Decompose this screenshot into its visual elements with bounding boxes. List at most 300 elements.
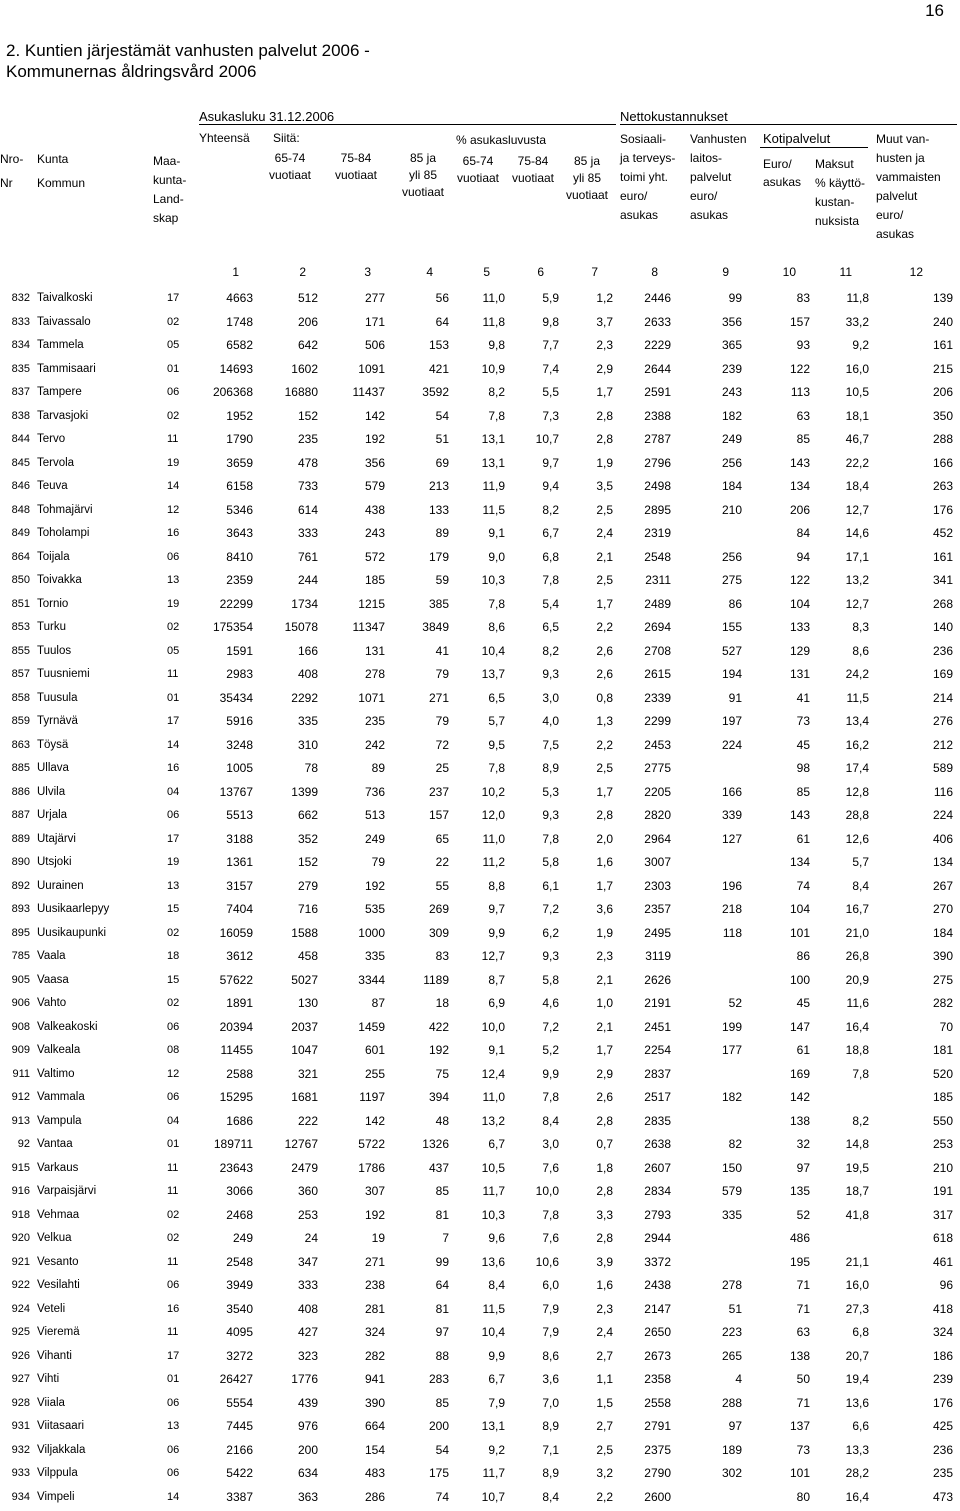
cell-maa: 06 bbox=[167, 1464, 179, 1482]
cell-p85: 2,8 bbox=[596, 407, 613, 425]
table-row bbox=[0, 806, 960, 830]
header-c65 bbox=[265, 150, 315, 184]
cell-c75: 11437 bbox=[353, 383, 385, 401]
header-maa-line: Maa- bbox=[153, 152, 186, 171]
cell-kunta: Teuva bbox=[37, 477, 68, 495]
cell-koti-maksut: 13,2 bbox=[846, 571, 869, 589]
cell-p65: 9,6 bbox=[488, 1229, 505, 1247]
cell-kunta: Taivassalo bbox=[37, 313, 91, 331]
header-population-group: Asukasluku 31.12.2006 bbox=[199, 110, 334, 124]
cell-kunta: Toivakka bbox=[37, 571, 82, 589]
table-row bbox=[0, 665, 960, 689]
cell-p75: 7,8 bbox=[542, 1088, 559, 1106]
cell-maa: 02 bbox=[167, 994, 179, 1012]
cell-yhteensa: 3387 bbox=[226, 1488, 253, 1506]
cell-muut: 210 bbox=[933, 1159, 953, 1177]
cell-c75: 154 bbox=[365, 1441, 385, 1459]
cell-koti-maksut: 16,4 bbox=[846, 1018, 869, 1036]
cell-koti-maksut: 12,8 bbox=[846, 783, 869, 801]
header-maa-line: skap bbox=[153, 209, 186, 228]
header-muut-line: euro/ bbox=[876, 206, 941, 225]
header-p65-line: 65-74 bbox=[453, 153, 503, 170]
cell-p65: 10,0 bbox=[482, 1018, 505, 1036]
cell-kunta: Vesilahti bbox=[37, 1276, 80, 1294]
cell-p75: 3,0 bbox=[542, 1135, 559, 1153]
cell-p65: 9,1 bbox=[488, 524, 505, 542]
table-row bbox=[0, 853, 960, 877]
cell-c75: 572 bbox=[365, 548, 385, 566]
cell-koti-euro: 143 bbox=[790, 806, 810, 824]
cell-nro: 892 bbox=[0, 877, 30, 895]
column-number: 9 bbox=[699, 265, 729, 279]
cell-p75: 5,3 bbox=[542, 783, 559, 801]
cell-c85: 3849 bbox=[422, 618, 449, 636]
cell-maa: 02 bbox=[167, 924, 179, 942]
cell-p85: 2,6 bbox=[596, 642, 613, 660]
cell-p65: 8,7 bbox=[488, 971, 505, 989]
cell-koti-maksut: 17,1 bbox=[846, 548, 869, 566]
cell-sos: 2607 bbox=[644, 1159, 671, 1177]
table-row bbox=[0, 1300, 960, 1324]
cell-yhteensa: 5554 bbox=[226, 1394, 253, 1412]
cell-p75: 8,2 bbox=[542, 501, 559, 519]
cell-sos: 3372 bbox=[644, 1253, 671, 1271]
cell-kunta: Tuusula bbox=[37, 689, 78, 707]
cell-p65: 9,8 bbox=[488, 336, 505, 354]
cell-vanh: 4 bbox=[735, 1370, 742, 1388]
cell-muut: 317 bbox=[933, 1206, 953, 1224]
cell-p65: 10,2 bbox=[482, 783, 505, 801]
cell-maa: 02 bbox=[167, 313, 179, 331]
table-row bbox=[0, 1135, 960, 1159]
cell-kunta: Uusikaarlepyy bbox=[37, 900, 109, 918]
cell-p85: 2,8 bbox=[596, 1182, 613, 1200]
cell-sos: 2319 bbox=[644, 524, 671, 542]
header-c85-line: yli 85 bbox=[398, 167, 448, 184]
cell-koti-euro: 122 bbox=[790, 360, 810, 378]
cell-kunta: Vimpeli bbox=[37, 1488, 75, 1506]
header-nro bbox=[0, 152, 23, 190]
cell-c65: 716 bbox=[298, 900, 318, 918]
cell-p85: 2,5 bbox=[596, 571, 613, 589]
cell-p85: 2,3 bbox=[596, 947, 613, 965]
cell-c75: 1786 bbox=[358, 1159, 385, 1177]
table-row bbox=[0, 360, 960, 384]
cell-p75: 7,6 bbox=[542, 1159, 559, 1177]
cell-maa: 02 bbox=[167, 407, 179, 425]
cell-yhteensa: 57622 bbox=[220, 971, 253, 989]
cell-maa: 06 bbox=[167, 548, 179, 566]
cell-p65: 12,4 bbox=[482, 1065, 505, 1083]
cell-muut: 282 bbox=[933, 994, 953, 1012]
cell-c85: 22 bbox=[436, 853, 449, 871]
header-vanh-line: laitos- bbox=[690, 149, 747, 168]
cell-koti-maksut: 28,2 bbox=[846, 1464, 869, 1482]
header-koti-group: Kotipalvelut bbox=[763, 132, 830, 146]
cell-c75: 307 bbox=[365, 1182, 385, 1200]
cell-p65: 11,9 bbox=[483, 477, 505, 495]
cell-yhteensa: 1591 bbox=[226, 642, 253, 660]
table-row bbox=[0, 1323, 960, 1347]
cell-maa: 06 bbox=[167, 1088, 179, 1106]
cell-sos: 2299 bbox=[644, 712, 671, 730]
cell-vanh: 223 bbox=[722, 1323, 742, 1341]
table-row bbox=[0, 642, 960, 666]
cell-kunta: Valkeala bbox=[37, 1041, 80, 1059]
cell-c65: 310 bbox=[298, 736, 318, 754]
cell-nro: 846 bbox=[0, 477, 30, 495]
header-c65-line: 65-74 bbox=[265, 150, 315, 167]
cell-maa: 16 bbox=[167, 1300, 179, 1318]
cell-yhteensa: 1748 bbox=[226, 313, 253, 331]
cell-koti-maksut: 18,8 bbox=[846, 1041, 869, 1059]
cell-koti-euro: 100 bbox=[790, 971, 810, 989]
cell-koti-euro: 142 bbox=[790, 1088, 810, 1106]
cell-kunta: Veteli bbox=[37, 1300, 65, 1318]
cell-c65: 1681 bbox=[291, 1088, 318, 1106]
cell-yhteensa: 2468 bbox=[226, 1206, 253, 1224]
cell-yhteensa: 35434 bbox=[220, 689, 253, 707]
cell-muut: 176 bbox=[933, 1394, 953, 1412]
cell-c85: 422 bbox=[429, 1018, 449, 1036]
cell-nro: 905 bbox=[0, 971, 30, 989]
cell-c75: 242 bbox=[365, 736, 385, 754]
cell-c65: 235 bbox=[298, 430, 318, 448]
cell-c85: 309 bbox=[429, 924, 449, 942]
cell-sos: 2895 bbox=[644, 501, 671, 519]
cell-c65: 78 bbox=[305, 759, 318, 777]
cell-koti-maksut: 8,3 bbox=[852, 618, 869, 636]
cell-c65: 976 bbox=[298, 1417, 318, 1435]
cell-p65: 9,5 bbox=[488, 736, 505, 754]
cell-p65: 7,8 bbox=[488, 595, 505, 613]
cell-p65: 11,0 bbox=[483, 289, 505, 307]
cell-p65: 11,5 bbox=[483, 1300, 505, 1318]
cell-vanh: 184 bbox=[722, 477, 742, 495]
table-row bbox=[0, 524, 960, 548]
cell-p85: 2,1 bbox=[596, 971, 613, 989]
cell-p85: 2,5 bbox=[596, 1441, 613, 1459]
cell-koti-maksut: 14,6 bbox=[846, 524, 869, 542]
cell-koti-maksut: 12,7 bbox=[846, 501, 869, 519]
cell-muut: 263 bbox=[933, 477, 953, 495]
header-c85 bbox=[398, 150, 448, 201]
cell-c75: 3344 bbox=[358, 971, 385, 989]
table-row bbox=[0, 1229, 960, 1253]
cell-c75: 192 bbox=[365, 430, 385, 448]
cell-kunta: Töysä bbox=[37, 736, 68, 754]
cell-nro: 885 bbox=[0, 759, 30, 777]
cell-p75: 7,9 bbox=[542, 1300, 559, 1318]
cell-koti-maksut: 16,0 bbox=[846, 360, 869, 378]
cell-kunta: Velkua bbox=[37, 1229, 72, 1247]
cell-maa: 11 bbox=[167, 1323, 178, 1341]
cell-koti-euro: 113 bbox=[791, 383, 810, 401]
cell-yhteensa: 3157 bbox=[226, 877, 253, 895]
cell-p85: 2,1 bbox=[596, 1018, 613, 1036]
cell-nro: 889 bbox=[0, 830, 30, 848]
cell-koti-maksut: 24,2 bbox=[846, 665, 869, 683]
cell-p75: 7,4 bbox=[542, 360, 559, 378]
cell-kunta: Tornio bbox=[37, 595, 68, 613]
cell-nro: 890 bbox=[0, 853, 30, 871]
cell-sos: 2388 bbox=[644, 407, 671, 425]
cell-p75: 7,2 bbox=[542, 900, 559, 918]
cell-vanh: 86 bbox=[729, 595, 742, 613]
cell-koti-euro: 61 bbox=[797, 1041, 810, 1059]
cell-nro: 837 bbox=[0, 383, 30, 401]
table-row bbox=[0, 947, 960, 971]
cell-muut: 116 bbox=[934, 783, 953, 801]
cell-koti-maksut: 7,8 bbox=[852, 1065, 869, 1083]
cell-c75: 278 bbox=[365, 665, 385, 683]
cell-muut: 236 bbox=[933, 642, 953, 660]
cell-c85: 79 bbox=[436, 665, 449, 683]
table-row bbox=[0, 1206, 960, 1230]
cell-koti-maksut: 9,2 bbox=[852, 336, 869, 354]
cell-c75: 1459 bbox=[358, 1018, 385, 1036]
cell-nro: 887 bbox=[0, 806, 30, 824]
cell-p75: 7,2 bbox=[542, 1018, 559, 1036]
cell-c65: 222 bbox=[298, 1112, 318, 1130]
cell-koti-euro: 80 bbox=[797, 1488, 810, 1506]
cell-muut: 276 bbox=[933, 712, 953, 730]
cell-muut: 134 bbox=[933, 853, 953, 871]
cell-c75: 286 bbox=[365, 1488, 385, 1506]
cell-p85: 2,9 bbox=[596, 360, 613, 378]
cell-koti-euro: 133 bbox=[790, 618, 810, 636]
cell-nro: 832 bbox=[0, 289, 30, 307]
cell-sos: 2796 bbox=[644, 454, 671, 472]
header-koti-maksut-line: % käyttö- bbox=[815, 174, 865, 193]
cell-c65: 1776 bbox=[291, 1370, 318, 1388]
header-muut-line: palvelut bbox=[876, 187, 941, 206]
cell-sos: 2254 bbox=[644, 1041, 671, 1059]
table-row bbox=[0, 783, 960, 807]
table-row bbox=[0, 712, 960, 736]
cell-p75: 7,3 bbox=[542, 407, 559, 425]
cell-maa: 06 bbox=[167, 806, 179, 824]
cell-p75: 5,8 bbox=[542, 971, 559, 989]
cell-c75: 249 bbox=[365, 830, 385, 848]
cell-yhteensa: 2548 bbox=[226, 1253, 253, 1271]
cell-kunta: Ullava bbox=[37, 759, 69, 777]
cell-sos: 2357 bbox=[644, 900, 671, 918]
cell-p85: 2,1 bbox=[596, 548, 613, 566]
header-vanh-line: euro/ bbox=[690, 187, 747, 206]
cell-vanh: 182 bbox=[722, 407, 742, 425]
cell-kunta: Tuusniemi bbox=[37, 665, 90, 683]
cell-p75: 8,9 bbox=[542, 759, 559, 777]
cell-c85: 41 bbox=[436, 642, 449, 660]
cell-p65: 9,7 bbox=[488, 900, 505, 918]
cell-yhteensa: 8410 bbox=[226, 548, 253, 566]
cell-c65: 323 bbox=[298, 1347, 318, 1365]
cell-muut: 268 bbox=[933, 595, 953, 613]
cell-nro: 924 bbox=[0, 1300, 30, 1318]
cell-c85: 271 bbox=[429, 689, 449, 707]
cell-c85: 157 bbox=[429, 806, 449, 824]
cell-c65: 279 bbox=[298, 877, 318, 895]
cell-p75: 5,8 bbox=[542, 853, 559, 871]
cell-vanh: 256 bbox=[722, 454, 742, 472]
cell-p65: 13,6 bbox=[482, 1253, 505, 1271]
cell-vanh: 177 bbox=[722, 1041, 742, 1059]
column-number: 8 bbox=[628, 265, 658, 279]
cell-sos: 2489 bbox=[644, 595, 671, 613]
cell-koti-euro: 101 bbox=[790, 1464, 810, 1482]
cell-c65: 152 bbox=[298, 407, 318, 425]
cell-koti-euro: 131 bbox=[790, 665, 810, 683]
cell-nro: 834 bbox=[0, 336, 30, 354]
cell-p85: 1,1 bbox=[596, 1370, 613, 1388]
cell-p65: 9,1 bbox=[488, 1041, 505, 1059]
cell-c85: 153 bbox=[429, 336, 449, 354]
cell-c75: 535 bbox=[365, 900, 385, 918]
cell-maa: 18 bbox=[167, 947, 179, 965]
cell-c75: 1215 bbox=[358, 595, 385, 613]
cell-vanh: 82 bbox=[729, 1135, 742, 1153]
header-c85-line: vuotiaat bbox=[398, 184, 448, 201]
cell-p75: 7,5 bbox=[542, 736, 559, 754]
cell-muut: 618 bbox=[933, 1229, 953, 1247]
cell-c85: 81 bbox=[436, 1300, 449, 1318]
cell-nro: 835 bbox=[0, 360, 30, 378]
table-row bbox=[0, 313, 960, 337]
cell-koti-euro: 93 bbox=[797, 336, 810, 354]
cell-c75: 438 bbox=[365, 501, 385, 519]
cell-maa: 19 bbox=[167, 454, 179, 472]
cell-koti-euro: 134 bbox=[790, 853, 810, 871]
cell-maa: 13 bbox=[167, 877, 179, 895]
cell-c65: 333 bbox=[298, 524, 318, 542]
cell-p65: 13,7 bbox=[482, 665, 505, 683]
cell-yhteensa: 22299 bbox=[220, 595, 253, 613]
cell-c65: 512 bbox=[298, 289, 318, 307]
table-row bbox=[0, 1159, 960, 1183]
cell-c85: 51 bbox=[436, 430, 449, 448]
cell-p65: 10,3 bbox=[482, 1206, 505, 1224]
cell-muut: 425 bbox=[933, 1417, 953, 1435]
cell-koti-euro: 63 bbox=[797, 407, 810, 425]
cell-nro: 785 bbox=[0, 947, 30, 965]
cell-p85: 3,9 bbox=[596, 1253, 613, 1271]
cell-maa: 19 bbox=[167, 853, 179, 871]
cell-p85: 2,8 bbox=[596, 430, 613, 448]
header-p85 bbox=[562, 153, 612, 204]
cell-c75: 506 bbox=[365, 336, 385, 354]
table-row bbox=[0, 1041, 960, 1065]
cell-p65: 8,6 bbox=[488, 618, 505, 636]
cell-p85: 2,3 bbox=[596, 336, 613, 354]
cell-vanh: 199 bbox=[722, 1018, 742, 1036]
cell-p65: 13,1 bbox=[482, 454, 505, 472]
cell-p65: 9,0 bbox=[488, 548, 505, 566]
cell-p75: 7,1 bbox=[542, 1441, 559, 1459]
cell-p65: 9,9 bbox=[488, 924, 505, 942]
header-rule-population bbox=[199, 124, 616, 125]
table-row bbox=[0, 1276, 960, 1300]
cell-vanh: 91 bbox=[729, 689, 742, 707]
cell-p75: 9,7 bbox=[542, 454, 559, 472]
cell-maa: 17 bbox=[167, 289, 179, 307]
cell-sos: 2453 bbox=[644, 736, 671, 754]
cell-sos: 2787 bbox=[644, 430, 671, 448]
cell-c85: 421 bbox=[429, 360, 449, 378]
cell-c65: 458 bbox=[298, 947, 318, 965]
cell-kunta: Ulvila bbox=[37, 783, 65, 801]
cell-yhteensa: 3949 bbox=[226, 1276, 253, 1294]
cell-c75: 5722 bbox=[358, 1135, 385, 1153]
cell-p75: 6,5 bbox=[542, 618, 559, 636]
column-number: 10 bbox=[766, 265, 796, 279]
cell-c85: 64 bbox=[436, 313, 449, 331]
cell-koti-euro: 137 bbox=[790, 1417, 810, 1435]
cell-nro: 886 bbox=[0, 783, 30, 801]
cell-c85: 99 bbox=[436, 1253, 449, 1271]
cell-c75: 271 bbox=[365, 1253, 385, 1271]
cell-koti-maksut: 20,7 bbox=[846, 1347, 869, 1365]
cell-p85: 3,3 bbox=[596, 1206, 613, 1224]
cell-maa: 17 bbox=[167, 1347, 179, 1365]
cell-yhteensa: 189711 bbox=[214, 1135, 253, 1153]
cell-yhteensa: 3066 bbox=[226, 1182, 253, 1200]
cell-muut: 186 bbox=[933, 1347, 953, 1365]
table-row bbox=[0, 336, 960, 360]
header-koti-euro-line: asukas bbox=[763, 173, 801, 191]
cell-c75: 255 bbox=[365, 1065, 385, 1083]
cell-kunta: Utajärvi bbox=[37, 830, 76, 848]
cell-nro: 893 bbox=[0, 900, 30, 918]
cell-c65: 427 bbox=[298, 1323, 318, 1341]
cell-muut: 96 bbox=[940, 1276, 953, 1294]
cell-p75: 9,3 bbox=[542, 947, 559, 965]
cell-c85: 74 bbox=[436, 1488, 449, 1506]
cell-p85: 1,9 bbox=[596, 924, 613, 942]
cell-muut: 473 bbox=[933, 1488, 953, 1506]
cell-sos: 3007 bbox=[644, 853, 671, 871]
cell-nro: 928 bbox=[0, 1394, 30, 1412]
cell-c75: 11347 bbox=[353, 618, 385, 636]
cell-p85: 0,8 bbox=[596, 689, 613, 707]
cell-p75: 6,0 bbox=[542, 1276, 559, 1294]
cell-nro: 833 bbox=[0, 313, 30, 331]
cell-c65: 360 bbox=[298, 1182, 318, 1200]
cell-sos: 2944 bbox=[644, 1229, 671, 1247]
cell-yhteensa: 15295 bbox=[220, 1088, 253, 1106]
cell-koti-euro: 135 bbox=[790, 1182, 810, 1200]
cell-koti-euro: 32 bbox=[797, 1135, 810, 1153]
cell-vanh: 182 bbox=[722, 1088, 742, 1106]
cell-c75: 335 bbox=[365, 947, 385, 965]
cell-p85: 0,7 bbox=[596, 1135, 613, 1153]
title-line-2: Kommunernas åldringsvård 2006 bbox=[6, 61, 370, 82]
cell-muut: 324 bbox=[933, 1323, 953, 1341]
cell-kunta: Utsjoki bbox=[37, 853, 72, 871]
cell-p85: 1,6 bbox=[596, 1276, 613, 1294]
cell-sos: 2793 bbox=[644, 1206, 671, 1224]
table-row bbox=[0, 407, 960, 431]
cell-koti-maksut: 28,8 bbox=[846, 806, 869, 824]
cell-c75: 601 bbox=[365, 1041, 385, 1059]
cell-c75: 281 bbox=[365, 1300, 385, 1318]
header-koti-maksut-line: Maksut bbox=[815, 155, 865, 174]
cell-nro: 863 bbox=[0, 736, 30, 754]
cell-maa: 05 bbox=[167, 642, 179, 660]
table-row bbox=[0, 289, 960, 313]
table-row bbox=[0, 1253, 960, 1277]
cell-yhteensa: 5513 bbox=[226, 806, 253, 824]
